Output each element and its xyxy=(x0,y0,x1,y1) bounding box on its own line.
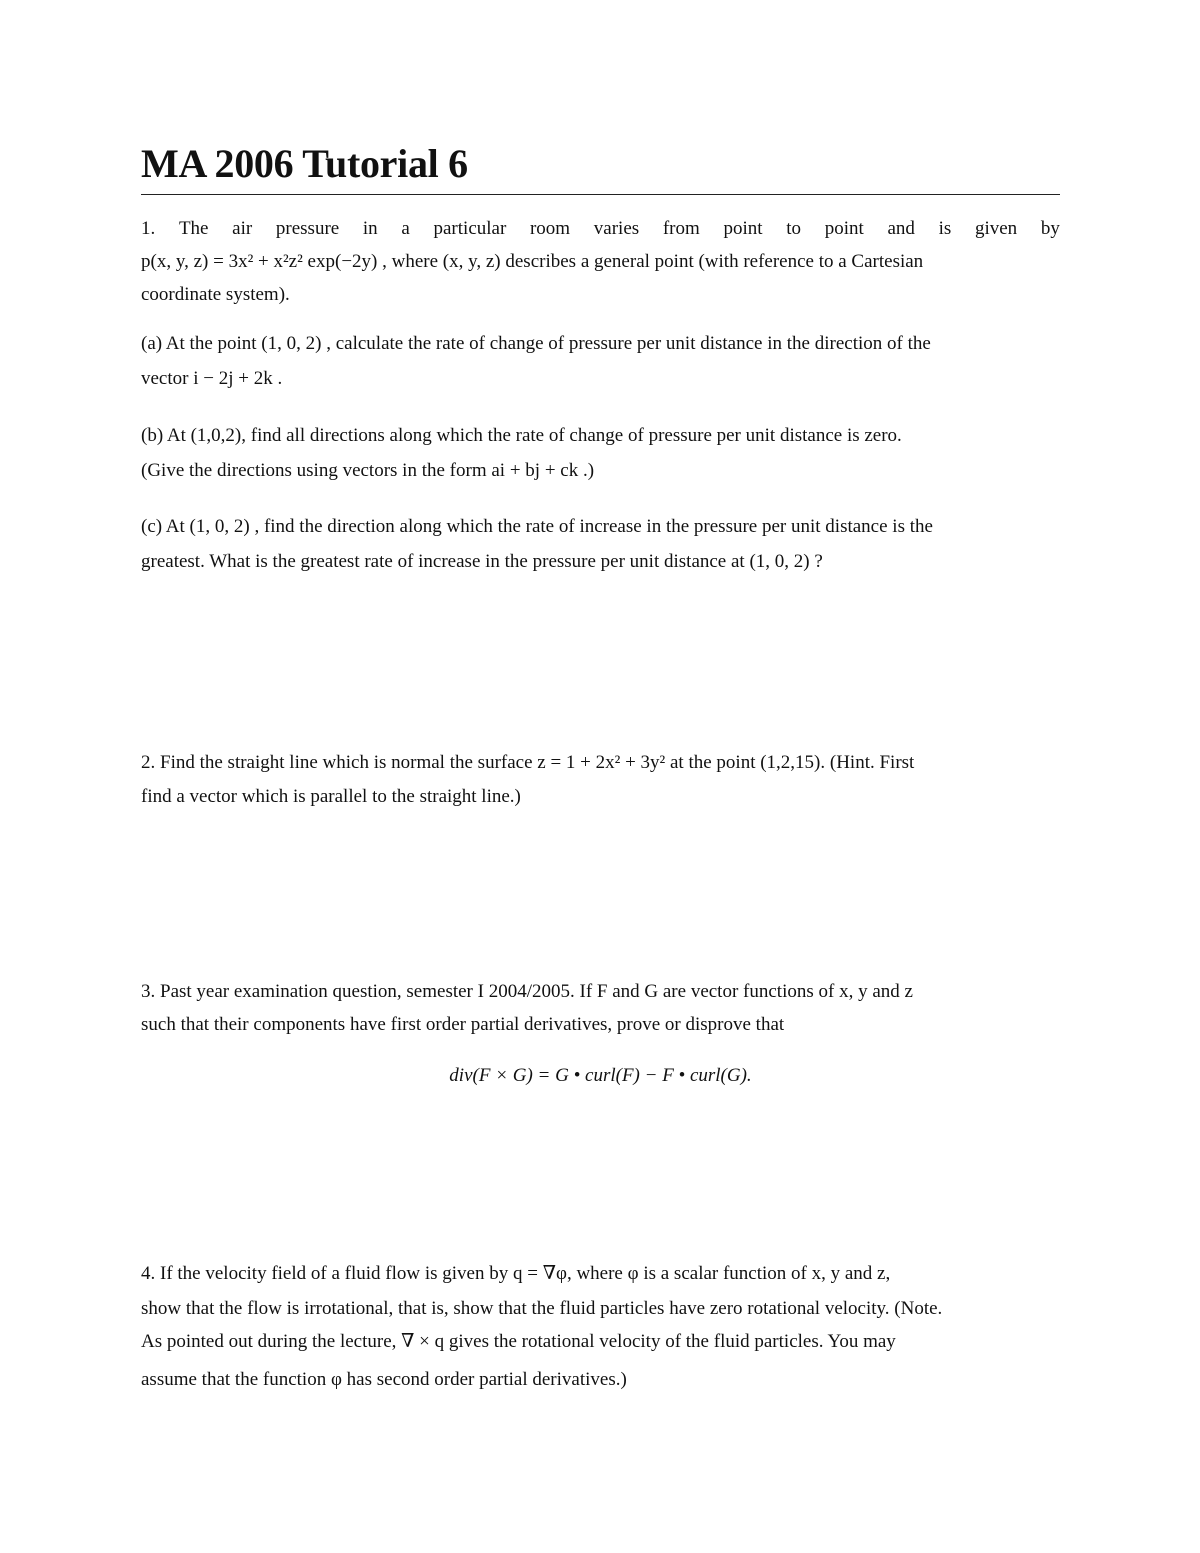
q4-line-1: 4. If the velocity field of a fluid flow is given by q = ∇φ, where φ is a scalar function of x, y and z, xyxy=(141,1263,891,1284)
q1-line-1-word: room xyxy=(529,218,571,239)
q3-equation-text: div(F × G) = G • curl(F) − F • curl(G). xyxy=(449,1065,752,1086)
q1a-line-2: vector i − 2j + 2k . xyxy=(141,368,283,389)
q1a-line-1: (a) At the point (1, 0, 2) , calculate the rate of change of pressure per unit distance in the direction of the xyxy=(141,333,931,354)
q1-line-1-word: The xyxy=(178,218,209,239)
q3-line-1: 3. Past year examination question, semester I 2004/2005. If F and G are vector functions of x, y and z xyxy=(141,981,913,1002)
q1-line-3: coordinate system). xyxy=(141,284,290,305)
q1-line-1-word: and xyxy=(887,218,915,239)
q1-line-1-word: 1. xyxy=(141,218,156,239)
q1-line-1-word: a xyxy=(401,218,410,239)
q1-line-1-word: pressure xyxy=(275,218,340,239)
page-title: MA 2006 Tutorial 6 xyxy=(141,141,468,186)
q1b-line-1: (b) At (1,0,2), find all directions along which the rate of change of pressure per unit distance is zero. xyxy=(141,425,902,446)
q1-line-1-word: varies xyxy=(593,218,640,239)
q4-line-4: assume that the function φ has second order partial derivatives.) xyxy=(141,1369,627,1390)
q2-line-2: find a vector which is parallel to the straight line.) xyxy=(141,786,521,807)
q1b-line-2: (Give the directions using vectors in the form ai + bj + ck .) xyxy=(141,460,595,481)
q4-line-3: As pointed out during the lecture, ∇ × q gives the rotational velocity of the fluid particles. You may xyxy=(141,1331,896,1352)
q1-line-2: p(x, y, z) = 3x² + x²z² exp(−2y) , where (x, y, z) describes a general point (with reference to a Cartesian xyxy=(141,251,924,272)
q1c-line-1: (c) At (1, 0, 2) , find the direction along which the rate of increase in the pressure per unit distance is the xyxy=(141,516,933,537)
q3-line-2: such that their components have first order partial derivatives, prove or disprove that xyxy=(141,1014,785,1035)
q1-line-1-word: from xyxy=(662,218,700,239)
q1-line-1-word: point xyxy=(723,218,763,239)
title-divider xyxy=(141,194,1060,195)
q1-line-1-word: point xyxy=(824,218,864,239)
q1-line-1-word: is xyxy=(938,218,952,239)
q1-line-1 xyxy=(141,216,1060,242)
q1-line-1-word: air xyxy=(232,218,253,239)
q1-line-1-word: in xyxy=(362,218,378,239)
q1c-line-2: greatest. What is the greatest rate of increase in the pressure per unit distance at (1, 0, 2) ? xyxy=(141,551,823,572)
q1-line-1-word: to xyxy=(786,218,801,239)
q3-equation xyxy=(141,1063,1060,1089)
q1-line-1-word: by xyxy=(1040,218,1060,239)
q2-line-1: 2. Find the straight line which is normal the surface z = 1 + 2x² + 3y² at the point (1,2,15). (Hint. First xyxy=(141,752,915,773)
q1-line-1-word: particular xyxy=(433,218,507,239)
q4-line-2: show that the flow is irrotational, that is, show that the fluid particles have zero rotational velocity. (Note. xyxy=(141,1298,943,1319)
q1-line-1-word: given xyxy=(974,218,1018,239)
